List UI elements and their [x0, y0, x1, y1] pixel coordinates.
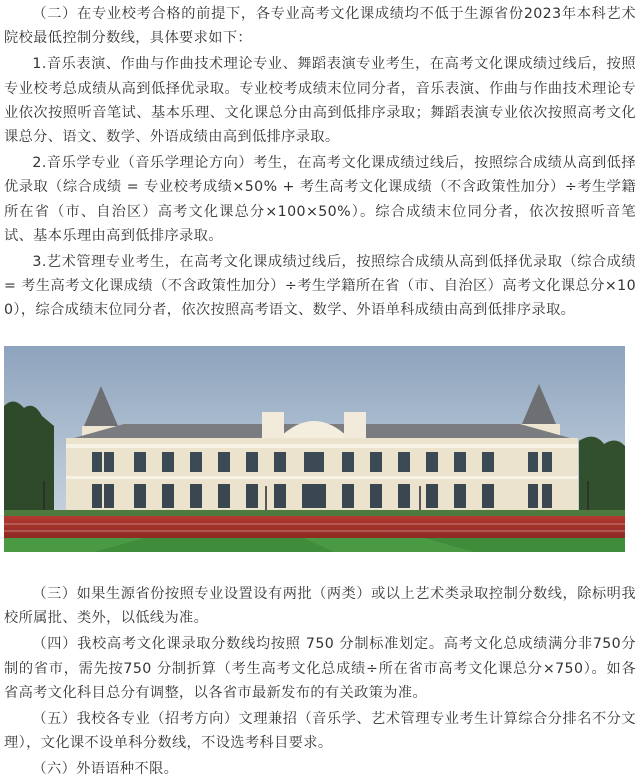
paragraph-2: （二）在专业校考合格的前提下，各专业高考文化课成绩均不低于生源省份2023年本科艺术院校最低控制分数线，具体要求如下：: [4, 6, 636, 47]
paragraph-6: （六）外语语种不限。: [32, 761, 179, 778]
campus-building-photo: [4, 346, 625, 552]
paragraph-2-2: 2.音乐学专业（音乐学理论方向）考生，在高考文化课成绩过线后，按照综合成绩从高到低择优录取（综合成绩 = 专业校考成绩×50% + 考生高考文化课成绩（不含政策性加分）÷考生学籍所在省（市、自治区）高考文化课总分×100×50%）。综合成绩末位同分者，依次按照听音笔试、基本乐理由高到低排序录取。: [4, 155, 636, 244]
admission-rules-top: [4, 2, 636, 323]
paragraph-2-3: 3.艺术管理专业考生，在高考文化课成绩过线后，按照综合成绩从高到低择优录取（综合成绩 = 考生高考文化课成绩（不含政策性加分）÷考生学籍所在省（市、自治区）高考文化课总分×100），综合成绩末位同分者，依次按照高考语文、数学、外语单科成绩由高到低排序录取。: [4, 254, 636, 319]
paragraph-3: （三）如果生源省份按照专业设置设有两批（两类）或以上艺术类录取控制分数线，除标明我校所属批、类外，以低线为准。: [4, 586, 636, 627]
admission-rules-bottom: [4, 582, 636, 782]
paragraph-5: （五）我校各专业（招考方向）文理兼招（音乐学、艺术管理专业考生计算综合分排名不分文理），文化课不设单科分数线，不设选考科目要求。: [4, 711, 636, 752]
paragraph-2-1: 1.音乐表演、作曲与作曲技术理论专业、舞蹈表演专业考生，在高考文化课成绩过线后，按照专业校考总成绩从高到低择优录取。专业校考成绩末位同分者，音乐表演、作曲与作曲技术理论专业依次按照听音笔试、基本乐理、文化课总分由高到低排序录取；舞蹈表演专业依次按照高考文化课总分、语文、数学、外语成绩由高到低排序录取。: [4, 56, 636, 146]
paragraph-4: （四）我校高考文化课录取分数线均按照 750 分制标准划定。高考文化总成绩满分非750分制的省市，需先按750 分制折算（考生高考文化总成绩÷所在省市高考文化课总分×750）。如各省高考文化科目总分有调整，以各省市最新发布的有关政策为准。: [4, 636, 636, 701]
